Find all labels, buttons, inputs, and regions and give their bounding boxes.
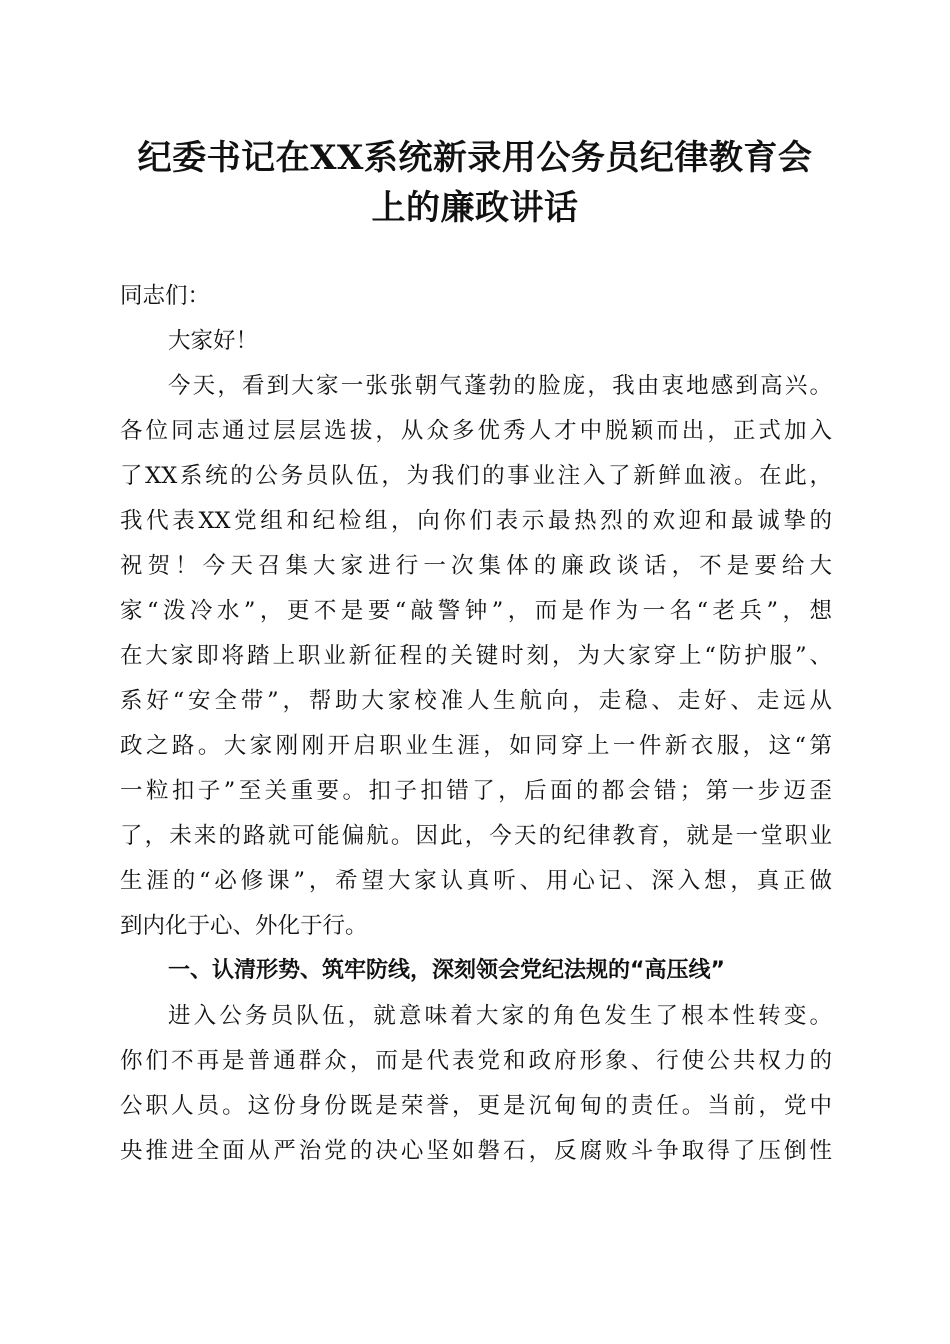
paragraph-2-line: 你们不再是普通群众，而是代表党和政府形象、行使公共权力的 <box>120 1048 832 1074</box>
paragraph-1-line: 了，未来的路就可能偏航。因此，今天的纪律教育，就是一堂职业 <box>120 823 832 849</box>
paragraph-1-line: 一粒扣子”至关重要。扣子扣错了，后面的都会错；第一步迈歪 <box>120 778 832 804</box>
document-title-line-1: 纪委书记在XX系统新录用公务员纪律教育会 <box>137 138 813 178</box>
paragraph-1-line: 到内化于心、外化于行。 <box>120 913 368 939</box>
paragraph-1-line: 政之路。大家刚刚开启职业生涯，如同穿上一件新衣服，这“第 <box>120 733 832 759</box>
paragraph-2-line: 公职人员。这份身份既是荣誉，更是沉甸甸的责任。当前，党中 <box>120 1093 832 1119</box>
paragraph-2-line: 央推进全面从严治党的决心坚如磐石，反腐败斗争取得了压倒性 <box>120 1138 832 1164</box>
paragraph-1-line: 家“泼冷水”，更不是要“敲警钟”，而是作为一名“老兵”，想 <box>120 598 832 624</box>
paragraph-2-line: 进入公务员队伍，就意味着大家的角色发生了根本性转变。 <box>168 1003 832 1029</box>
paragraph-1-line: 祝贺！今天召集大家进行一次集体的廉政谈话，不是要给大 <box>120 553 832 579</box>
paragraph-1-line: 各位同志通过层层选拔，从众多优秀人才中脱颖而出，正式加入 <box>120 418 832 444</box>
document-title-line-2: 上的廉政讲话 <box>371 188 579 228</box>
salutation: 同志们： <box>120 283 211 309</box>
greeting: 大家好！ <box>168 328 259 354</box>
paragraph-1-line: 在大家即将踏上职业新征程的关键时刻，为大家穿上“防护服”、 <box>120 643 832 669</box>
paragraph-1-line: 今天，看到大家一张张朝气蓬勃的脸庞，我由衷地感到高兴。 <box>168 373 832 399</box>
paragraph-1-line: 系好“安全带”，帮助大家校准人生航向，走稳、走好、走远从 <box>120 688 832 714</box>
paragraph-1-line: 我代表XX党组和纪检组，向你们表示最热烈的欢迎和最诚挚的 <box>120 508 832 534</box>
section-1-heading: 一、认清形势、筑牢防线，深刻领会党纪法规的“高压线” <box>168 958 725 983</box>
paragraph-1-line: 生涯的“必修课”，希望大家认真听、用心记、深入想，真正做 <box>120 868 832 894</box>
paragraph-1-line: 了XX系统的公务员队伍，为我们的事业注入了新鲜血液。在此， <box>120 463 832 489</box>
